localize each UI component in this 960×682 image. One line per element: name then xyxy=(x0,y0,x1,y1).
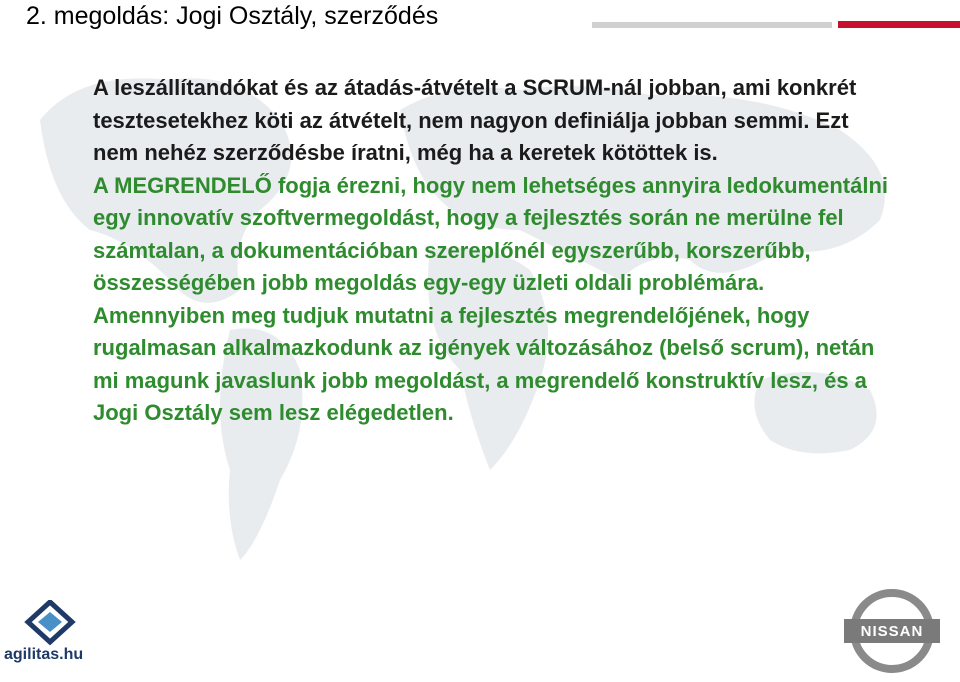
slide-title: 2. megoldás: Jogi Osztály, szerződés xyxy=(26,2,439,30)
agilitas-logo xyxy=(4,600,100,670)
paragraph-customer: A MEGRENDELŐ fogja érezni, hogy nem lehetséges annyira ledokumentálni egy innovatív szoftvermegoldást, hogy a fejlesztés során ne merülne fel számtalan, a dokumentációban szereplőnél egyszerűbb, korszerűbb, összességében jobb megoldás egy-egy üzleti oldali problémára. Amennyiben meg tudjuk mutatni a fejlesztés megrendelőjének, hogy rugalmasan alkalmazkodunk az igények változásához (belső scrum), netán mi magunk javaslunk jobb megoldást, a megrendelő konstruktív lesz, és a Jogi Osztály sem lesz elégedetlen. xyxy=(93,172,889,425)
slide-body xyxy=(93,72,893,430)
nissan-logo xyxy=(842,586,942,676)
paragraph-acceptance: A leszállítandókat és az átadás-átvételt a SCRUM-nál jobban, ami konkrét tesztesetekhez köti az átvételt, nem nagyon definiálja jobban semmi. Ezt nem nehéz szerződésbe íratni, még ha a keretek kötöttek is. xyxy=(93,75,857,165)
agilitas-diamond-icon xyxy=(22,600,78,646)
footer-caption: Az agilis szoftverfejlesztés kihívásai a való világban xyxy=(295,631,665,648)
agilitas-logo-text: agilitas.hu xyxy=(4,646,84,663)
nissan-logo-text: NISSAN xyxy=(860,623,924,640)
title-underline-bar xyxy=(0,21,960,29)
